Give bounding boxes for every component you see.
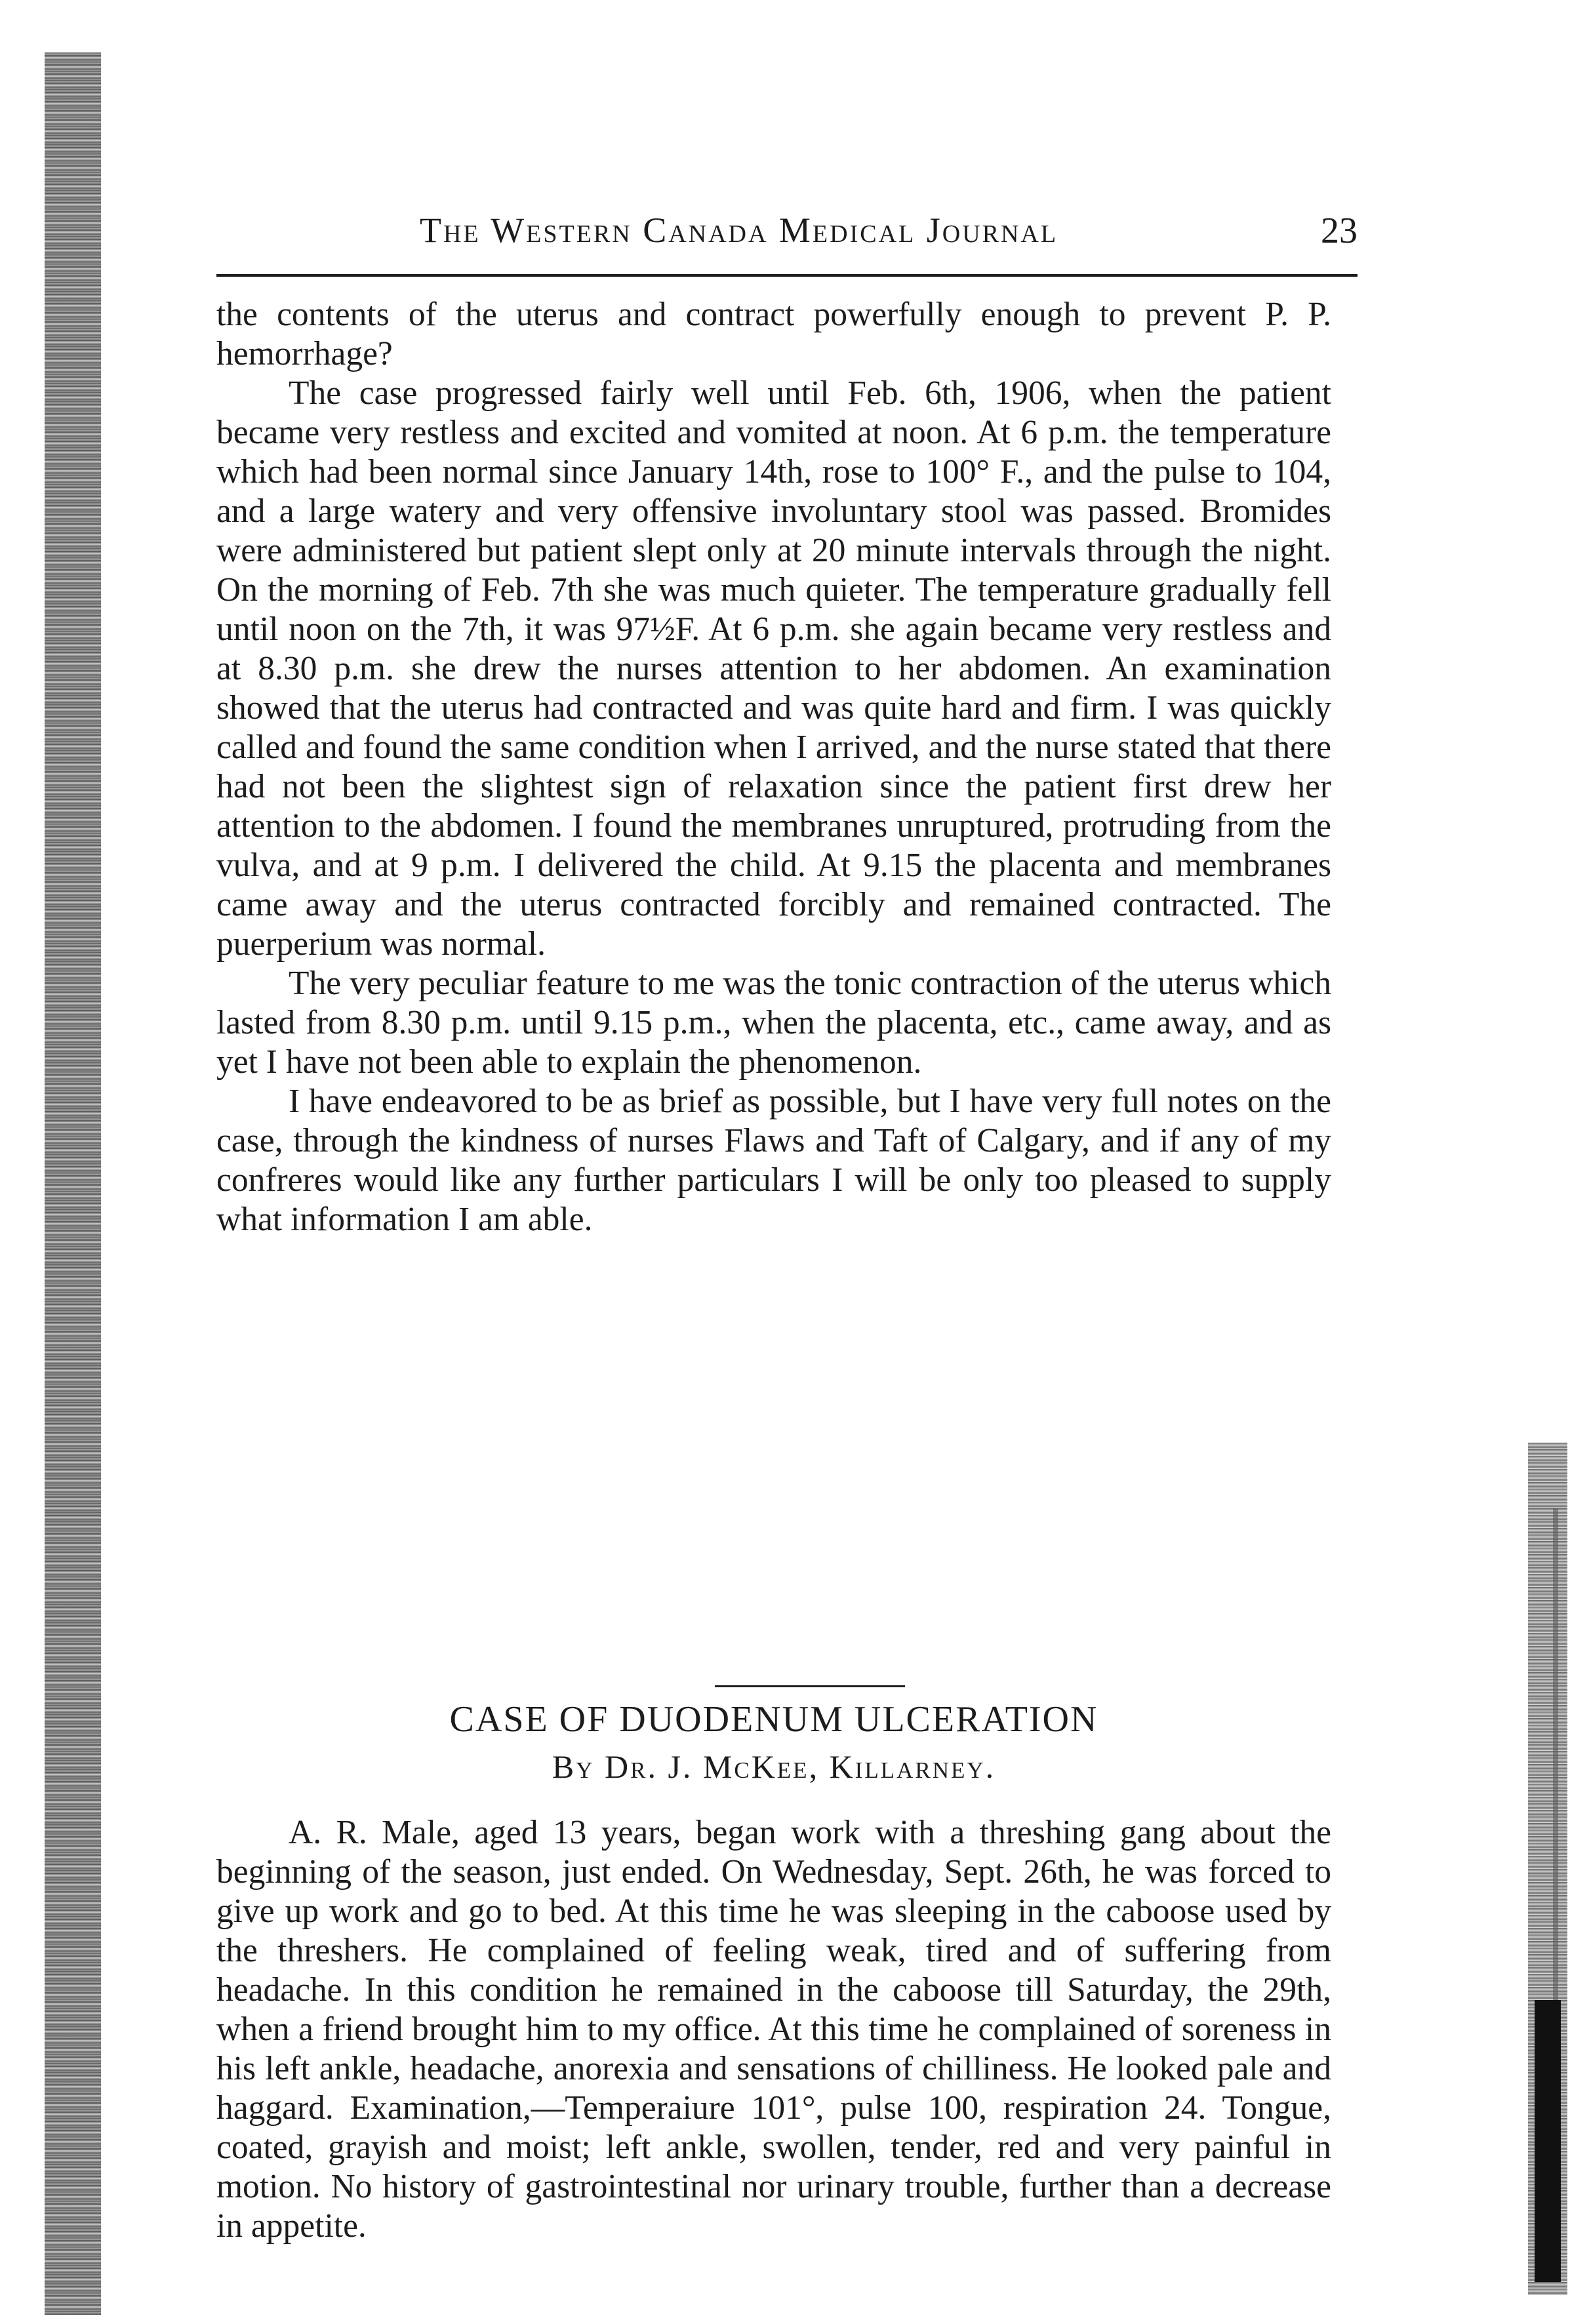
article-body [216, 1813, 1331, 2246]
scan-edge-right-bar [1535, 2000, 1561, 2282]
paragraph: The very peculiar feature to me was the tonic contraction of the uterus which lasted from 8.30 p.m. until 9.15 p.m., when the placenta, etc., came away, and as yet I have not been able to explain the phenomenon. [216, 965, 1331, 1081]
journal-page [216, 197, 1358, 2245]
scan-binding-edge-left [45, 52, 101, 2315]
journal-title: The Western Canada Medical Journal [420, 210, 1058, 250]
section-divider [715, 1685, 905, 1687]
header-rule [216, 274, 1358, 277]
page-number: 23 [1321, 210, 1358, 251]
paragraph: The case progressed fairly well until Feb. 6th, 1906, when the patient became very restless and excited and vomited at noon. At 6 p.m. the temperature which had been normal since January 14th, rose to 100° F., and the pulse to 104, and a large watery and very offensive involuntary stool was passed. Bromides were administered but patient slept only at 20 minute intervals through the night. On the morning of Feb. 7th she was much quieter. The temperature gradually fell until noon on the 7th, it was 97½F. At 6 p.m. she again became very restless and at 8.30 p.m. she drew the nurses attention to her abdomen. An examination showed that the uterus had contracted and was quite hard and firm. I was quickly called and found the same condition when I arrived, and the nurse stated that there had not been the slightest sign of relaxation since the patient first drew her attention to the abdomen. I found the membranes unruptured, protruding from the vulva, and at 9 p.m. I delivered the child. At 9.15 the placenta and membranes came away and the uterus contracted forcibly and remained contracted. The puerperium was normal. [216, 374, 1331, 963]
continued-article-text [216, 295, 1331, 1239]
article-title: CASE OF DUODENUM ULCERATION [449, 1699, 1098, 1740]
article-byline: By Dr. J. McKee, Killarney. [552, 1748, 996, 1785]
paragraph: A. R. Male, aged 13 years, began work with a threshing gang about the beginning of the season, just ended. On Wednesday, Sept. 26th, he was forced to give up work and go to bed. At this time he was sleeping in the caboose used by the threshers. He complained of feeling weak, tired and of suffering from headache. In this condition he remained in the caboose till Saturday, the 29th, when a friend brought him to my office. At this time he complained of soreness in his left ankle, headache, anorexia and sensations of chilliness. He looked pale and haggard. Examination,—Temperaiure 101°, pulse 100, respiration 24. Tongue, coated, grayish and moist; left ankle, swollen, tender, red and very painful in motion. No history of gastrointestinal nor urinary trouble, further than a decrease in appetite. [216, 1814, 1331, 2245]
paragraph: I have endeavored to be as brief as possible, but I have very full notes on the case, through the kindness of nurses Flaws and Taft of Calgary, and if any of my confreres would like any further particulars I will be only too pleased to supply what information I am able. [216, 1083, 1331, 1238]
running-head [216, 197, 1358, 256]
paragraph: the contents of the uterus and contract powerfully enough to prevent P. P. hemorrhage? [216, 296, 1331, 372]
